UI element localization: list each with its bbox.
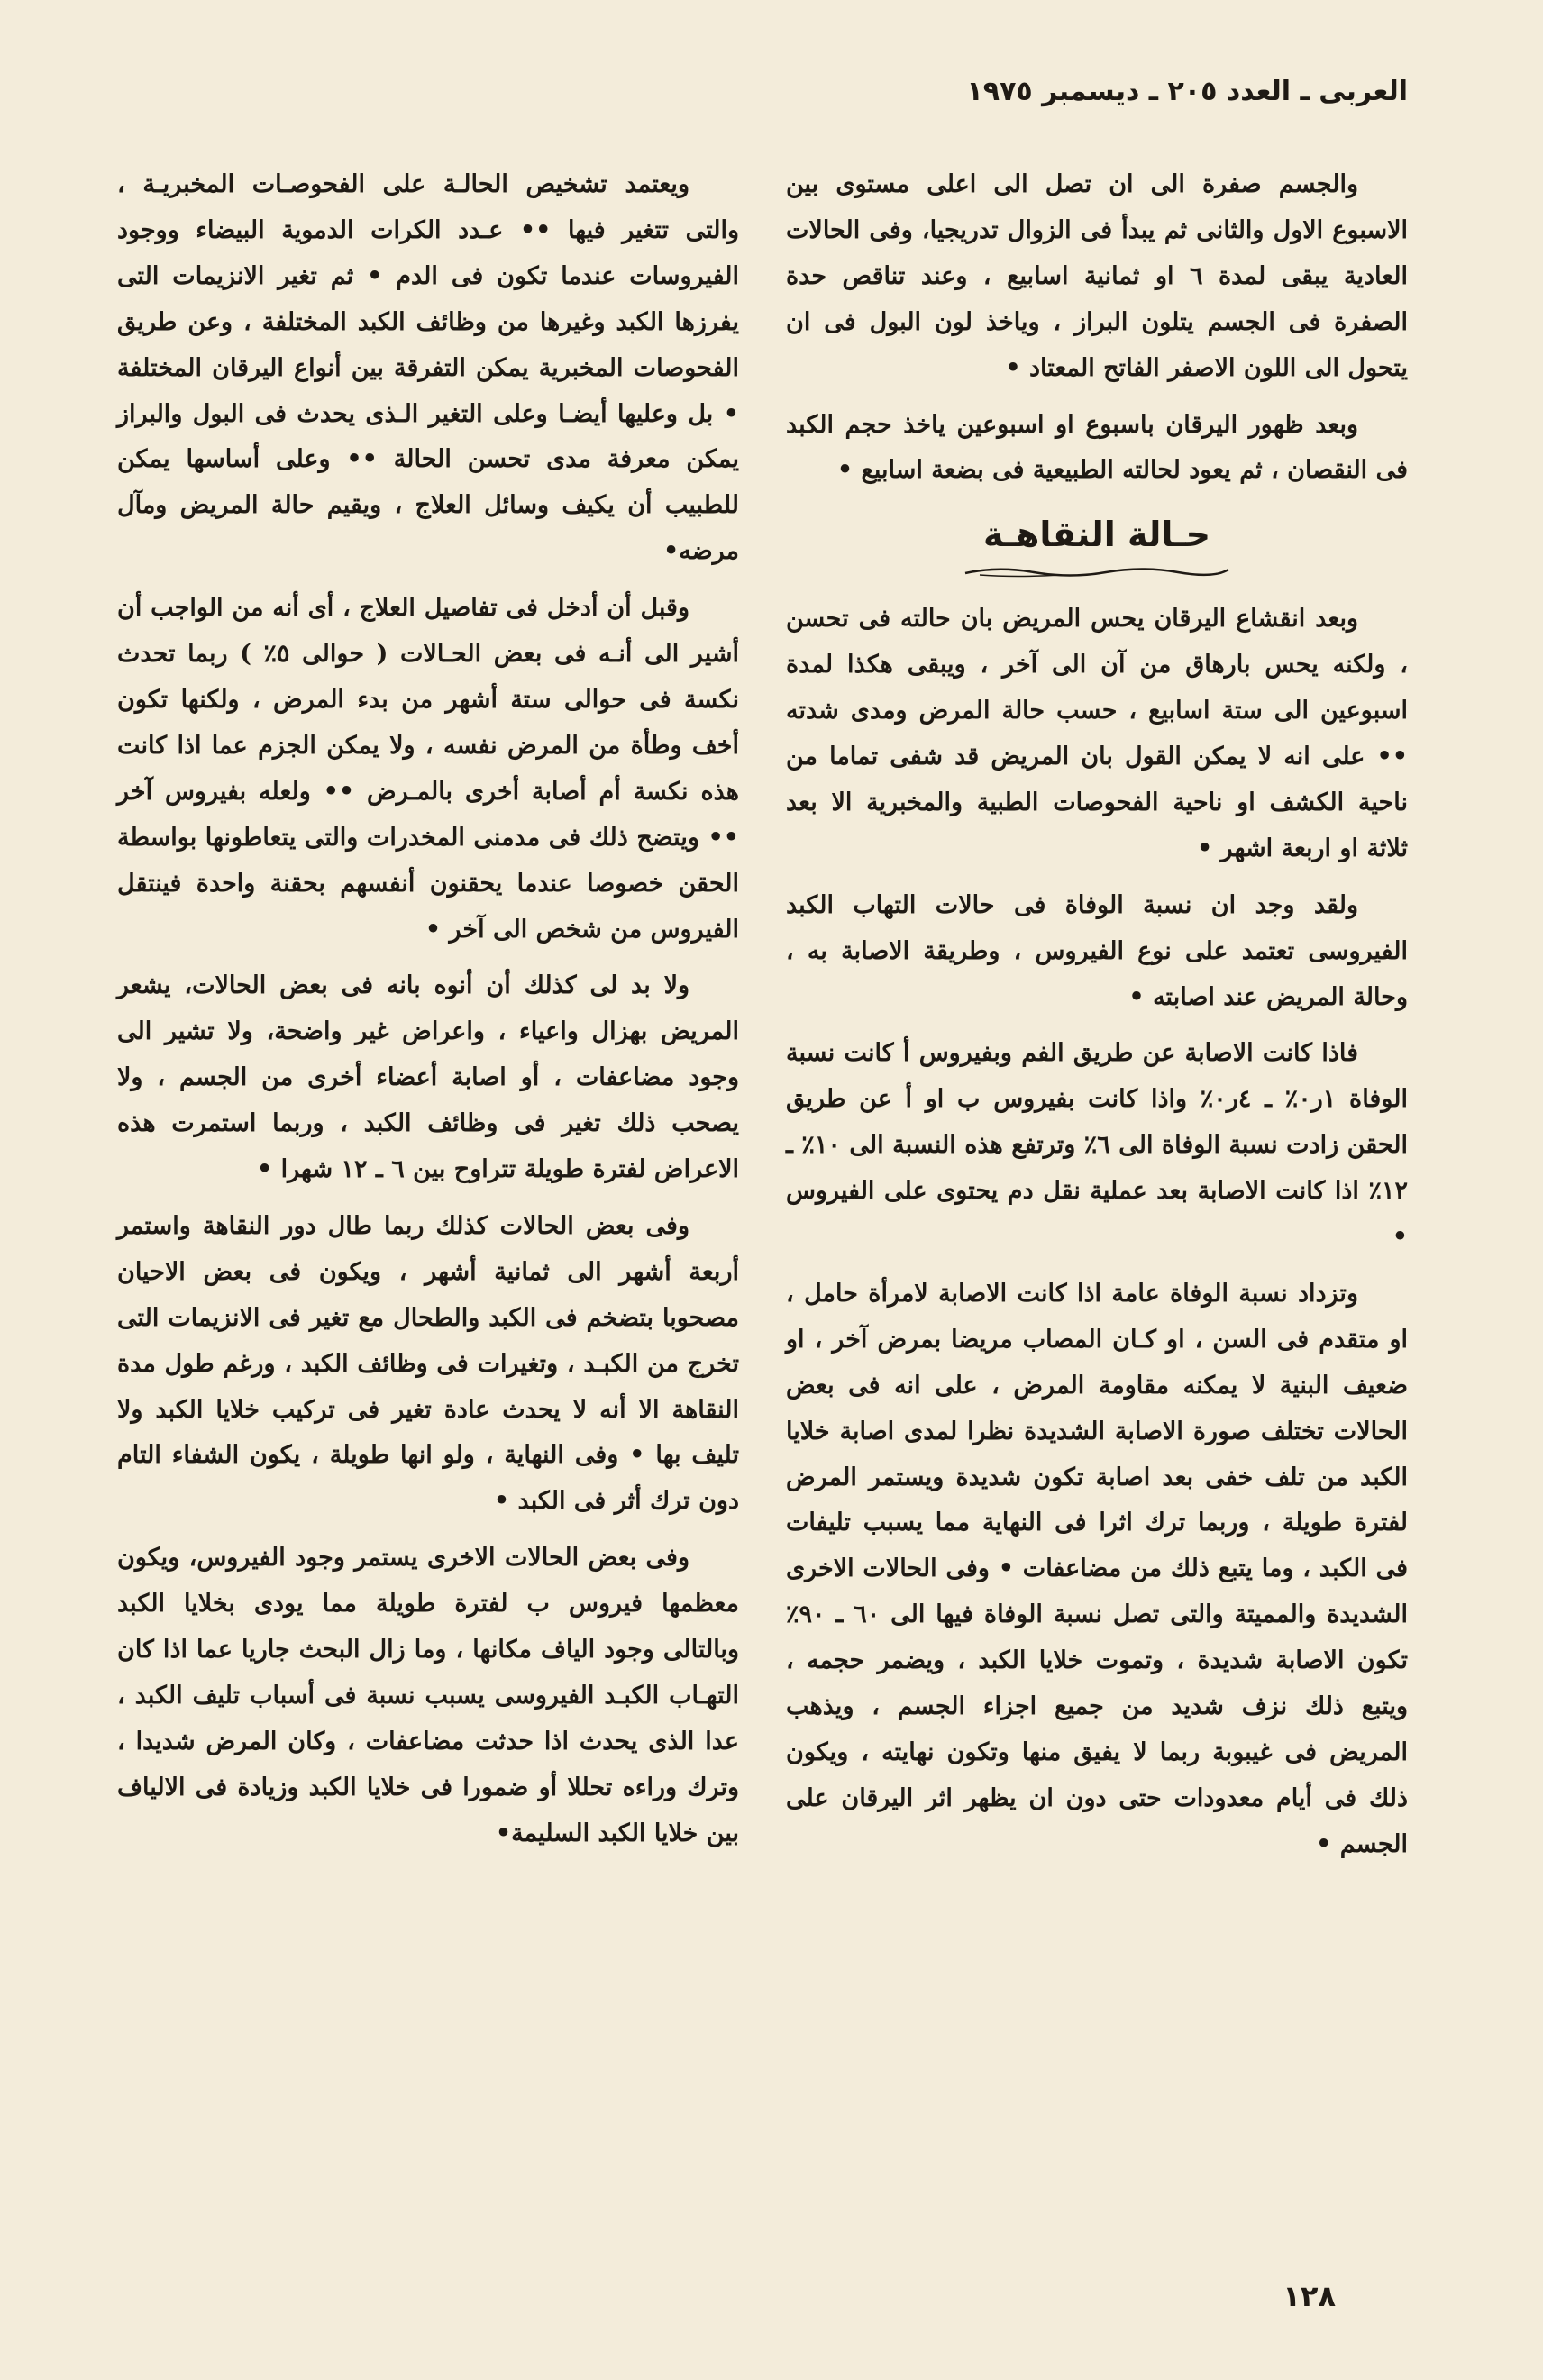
right-column xyxy=(786,162,1408,1868)
section-heading xyxy=(786,510,1408,579)
paragraph: وبعد انقشاع اليرقان يحس المريض بان حالته فى تحسن ، ولكنه يحس بارهاق من آن الى آخر ، ويبقى هكذا لمدة اسبوعين الى ستة اسابيع ، حسب حالة المرض ومدى شدته •• على انه لا يمكن القول بان المريض قد شفى تماما من ناحية الكشف او ناحية الفحوصات الطبية والمخبرية الا بعد ثلاثة او اربعة اشهر • xyxy=(786,605,1408,862)
heading-underline-ornament xyxy=(962,564,1232,579)
paragraph: ويعتمد تشخيص الحالـة على الفحوصـات المخبريـة ، والتى تتغير فيها •• عـدد الكرات الدموية البيضاء ووجود الفيروسات عندما تكون فى الدم • ثم تغير الانزيمات التى يفرزها الكبد وغيرها من وظائف الكبد المختلفة ، وعن طريق الفحوصات المخبرية يمكن التفرقة بين أنواع اليرقان المختلفة • بل وعليها أيضـا وعلى التغير الـذى يحدث فى البول والبراز يمكن معرفة مدى تحسن الحالة •• وعلى أساسها يمكن للطبيب أن يكيف وسائل العلاج ، ويقيم حالة المريض ومآل مرضه• xyxy=(117,170,739,566)
paragraph: وتزداد نسبة الوفاة عامة اذا كانت الاصابة لامرأة حامل ، او متقدم فى السن ، او كـان المصاب مريضا بمرض آخر ، او ضعيف البنية لا يمكنه مقاومة المرض ، على انه فى بعض الحالات تختلف صورة الاصابة الشديدة نظرا لمدى اصابة خلايا الكبد من تلف خفى بعد اصابة تكون شديدة ويستمر المرض لفترة طويلة ، وربما ترك اثرا فى النهاية مما يسبب تليفات فى الكبد ، وما يتبع ذلك من مضاعفات • وفى الحالات الاخرى الشديدة والمميتة والتى تصل نسبة الوفاة فيها الى ٦٠ ـ ٩٠٪ تكون الاصابة شديدة ، وتموت خلايا الكبد ، ويضمر حجمه ، ويتبع ذلك نزف شديد من جميع اجزاء الجسم ، ويذهب المريض فى غيبوبة ربما لا يفيق منها وتكون نهايته ، ويكون ذلك فى أيام معدودات حتى دون ان يظهر اثر اليرقان على الجسم • xyxy=(786,1279,1408,1858)
section-heading-text: حـالة النقاهـة xyxy=(983,515,1210,555)
paragraph: ولا بد لى كذلك أن أنوه بانه فى بعض الحالات، يشعر المريض بهزال واعياء ، واعراض غير واضحة، ولا تشير الى وجود مضاعفات ، أو اصابة أعضاء أخرى من الجسم ، ولا يصحب ذلك تغير فى وظائف الكبد ، وربما استمرت هذه الاعراض لفترة طويلة تتراوح بين ٦ ـ ١٢ شهرا • xyxy=(117,971,739,1184)
paragraph: والجسم صفرة الى ان تصل الى اعلى مستوى بين الاسبوع الاول والثانى ثم يبدأ فى الزوال تدريجيا، وفى الحالات العادية يبقى لمدة ٦ او ثمانية اسابيع ، وعند تناقص حدة الصفرة فى الجسم يتلون البراز ، وياخذ لون البول فى ان يتحول الى اللون الاصفر الفاتح المعتاد • xyxy=(786,170,1408,382)
running-head: العربى ـ العدد ٢٠٥ ـ ديسمبر ١٩٧٥ xyxy=(966,76,1408,107)
paragraph: وفى بعض الحالات كذلك ربما طال دور النقاهة واستمر أربعة أشهر الى ثمانية أشهر ، ويكون فى بعض الاحيان مصحوبا بتضخم فى الكبد والطحال مع تغير فى الانزيمات التى تخرج من الكبـد ، وتغيرات فى وظائف الكبد ، ورغم طول مدة النقاهة الا أنه لا يحدث عادة تغير فى تركيب خلايا الكبد ولا تليف بها • وفى النهاية ، ولو انها طويلة ، يكون الشفاء التام دون ترك أثر فى الكبد • xyxy=(117,1211,739,1516)
paragraph: وفى بعض الحالات الاخرى يستمر وجود الفيروس، ويكون معظمها فيروس ب لفترة طويلة مما يودى بخلايا الكبد وبالتالى وجود الياف مكانها ، وما زال البحث جاريا عما اذا كان التهـاب الكبـد الفيروسى يسبب نسبة فى أسباب تليف الكبد ، عدا الذى يحدث اذا حدثت مضاعفات ، وكان المرض شديدا ، وترك وراءه تحللا أو ضمورا فى خلايا الكبد وزيادة فى الالياف بين خلايا الكبد السليمة• xyxy=(117,1544,739,1847)
paragraph: وبعد ظهور اليرقان باسبوع او اسبوعين ياخذ حجم الكبد فى النقصان ، ثم يعود لحالته الطبيعية فى بضعة اسابيع • xyxy=(786,410,1408,485)
page-number: ١٢٨ xyxy=(1283,2279,1336,2313)
paragraph: وقبل أن أدخل فى تفاصيل العلاج ، أى أنه من الواجب أن أشير الى أنـه فى بعض الحـالات ( حوالى ٥٪ ) ربما تحدث نكسة فى حوالى ستة أشهر من بدء المرض ، ولكنها تكون أخف وطأة من المرض نفسه ، ولا يمكن الجزم عما اذا كانت هذه نكسة أم أصابة أخرى بالمـرض •• ولعله بفيروس آخر •• ويتضح ذلك فى مدمنى المخدرات والتى يتعاطونها بواسطة الحقن خصوصا عندما يحقنون أنفسهم بحقنة واحدة فينتقل الفيروس من شخص الى آخر • xyxy=(117,594,739,944)
paragraph: ولقد وجد ان نسبة الوفاة فى حالات التهاب الكبد الفيروسى تعتمد على نوع الفيروس ، وطريقة الاصابة به ، وحالة المريض عند اصابته • xyxy=(786,890,1408,1011)
left-column xyxy=(117,162,739,1857)
paragraph: فاذا كانت الاصابة عن طريق الفم وبفيروس أ كانت نسبة الوفاة ١ر٠٪ ـ ٤ر٠٪ واذا كانت بفيروس ب او أ عن طريق الحقن زادت نسبة الوفاة الى ٦٪ وترتفع هذه النسبة الى ١٠٪ ـ ١٢٪ اذا كانت الاصابة بعد عملية نقل دم يحتوى على الفيروس • xyxy=(786,1039,1409,1252)
